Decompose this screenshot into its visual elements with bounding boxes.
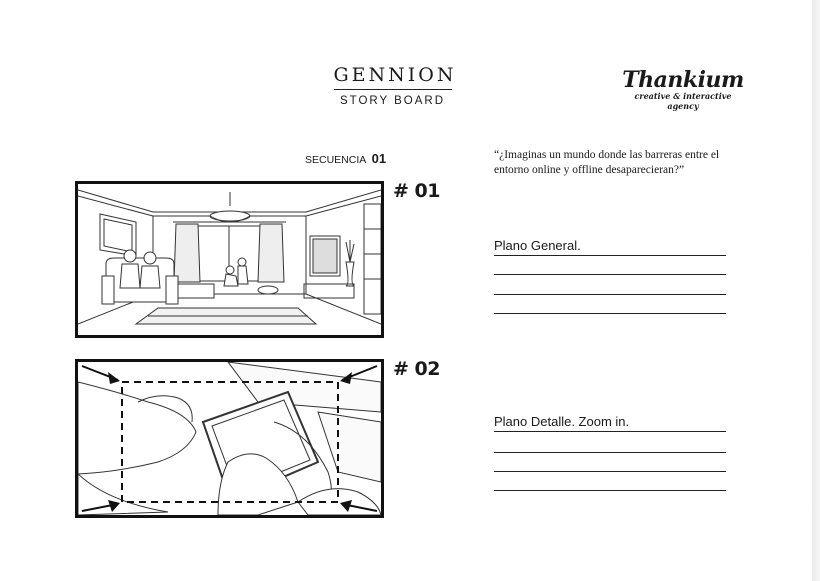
notes-line [494, 313, 726, 314]
notes-line [494, 490, 726, 491]
agency-logo [618, 68, 748, 111]
notes-line [494, 452, 726, 453]
brand-name: GENNION [334, 64, 452, 90]
notes-line [494, 294, 726, 295]
shot-number-02: # 02 [393, 358, 440, 380]
storyboard-frame-02 [75, 359, 384, 518]
sequence-number: 01 [371, 151, 387, 166]
brand-subtitle: STORY BOARD [339, 95, 446, 107]
shot-description-02: Plano Detalle. Zoom in. [494, 414, 726, 432]
notes-line [494, 274, 726, 275]
shot-number-01: # 01 [393, 180, 440, 202]
agency-tagline: creative & interactive agency [634, 91, 732, 111]
storyboard-frame-01 [75, 181, 384, 338]
notes-line [494, 471, 726, 472]
agency-name: Thankium [622, 67, 744, 93]
shot-description-01: Plano General. [494, 238, 726, 256]
living-room-sketch [78, 184, 381, 335]
brand-block [300, 64, 485, 107]
page-edge-shadow [812, 0, 820, 581]
sequence-text: SECUENCIA [305, 154, 366, 166]
sequence-label [305, 151, 386, 166]
tablet-closeup-sketch [78, 362, 381, 515]
quote-text: “¿Imaginas un mundo donde las barreras entre el entorno online y offline desaparecieran?” [494, 149, 720, 176]
